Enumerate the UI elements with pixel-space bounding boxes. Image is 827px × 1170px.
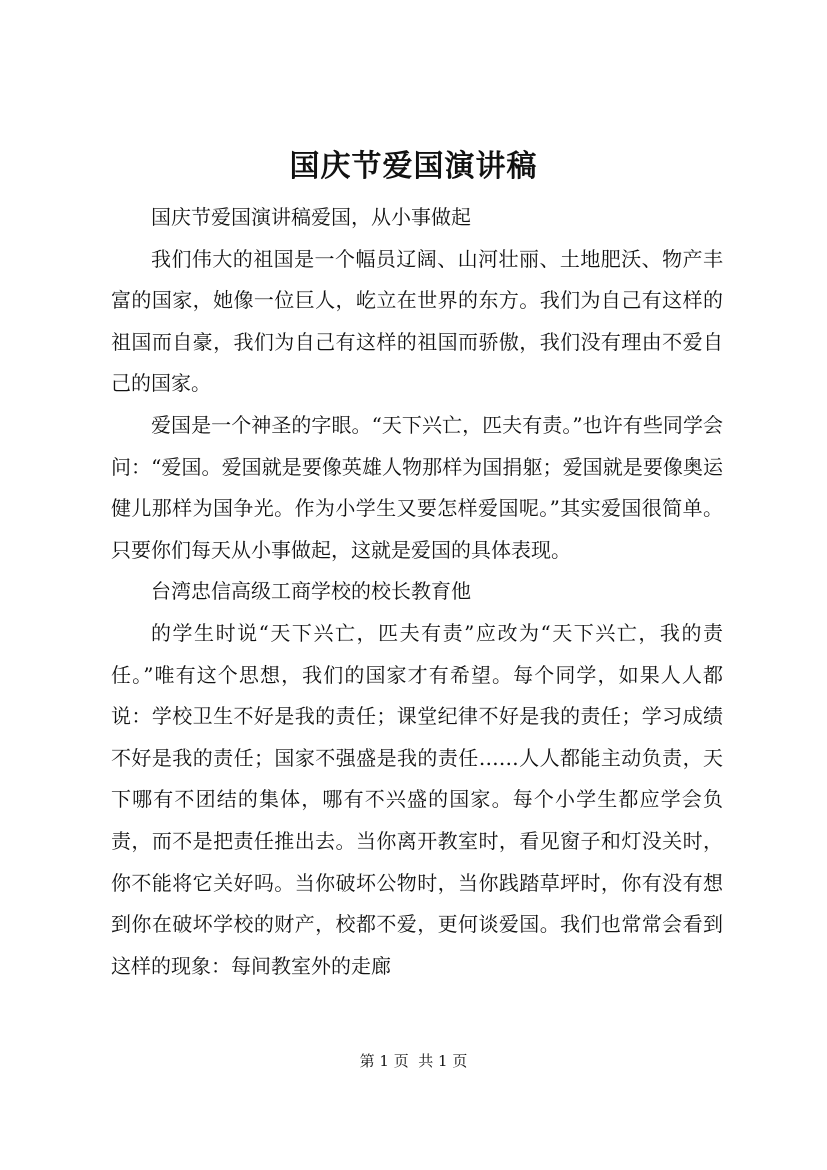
page-footer <box>0 1050 827 1072</box>
document-title: 国庆节爱国演讲稿 <box>289 149 538 184</box>
page-number-label: 第 1 页 共 1 页 <box>359 1052 468 1070</box>
paragraph: 台湾忠信高级工商学校的校长教育他 <box>151 579 471 604</box>
document-body <box>111 197 723 987</box>
paragraph: 的学生时说“天下兴亡，匹夫有责”应改为“天下兴亡，我的责任。”唯有这个思想，我们的国家才有希望。每个同学，如果人人都说：学校卫生不好是我的责任；课堂纪律不好是我的责任；学习成绩不好是我的责任；国家不强盛是我的责任……人人都能主动负责，天下哪有不团结的集体，哪有不兴盛的国家。每个小学生都应学会负责，而不是把责任推出去。当你离开教室时，看见窗子和灯没关时，你不能将它关好吗。当你破坏公物时，当你践踏草坪时，你有没有想到你在破坏学校的财产，校都不爱，更何谈爱国。我们也常常会看到这样的现象：每间教室外的走廊 <box>111 620 723 978</box>
paragraph: 我们伟大的祖国是一个幅员辽阔、山河壮丽、土地肥沃、物产丰富的国家，她像一位巨人，屹立在世界的东方。我们为自己有这样的祖国而自豪，我们为自己有这样的祖国而骄傲，我们没有理由不爱自己的国家。 <box>111 246 723 396</box>
paragraph: 爱国是一个神圣的字眼。“天下兴亡，匹夫有责。”也许有些同学会问：“爱国。爱国就是要像英雄人物那样为国捐躯；爱国就是要像奥运健儿那样为国争光。作为小学生又要怎样爱国呢。”其实爱国很简单。只要你们每天从小事做起，这就是爱国的具体表现。 <box>111 412 723 562</box>
paragraph-subtitle: 国庆节爱国演讲稿爱国，从小事做起 <box>151 205 471 229</box>
